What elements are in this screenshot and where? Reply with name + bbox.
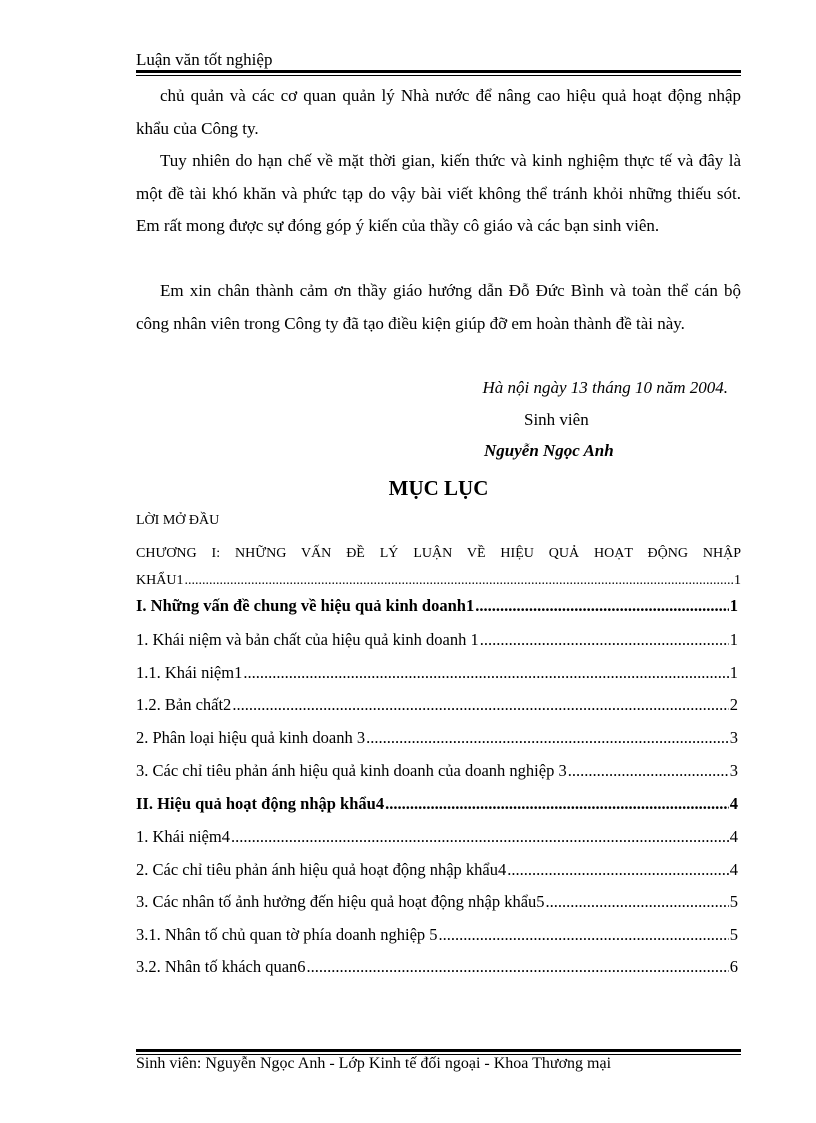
toc-dot-leader: [307, 957, 729, 977]
header-title: Luận văn tốt nghiệp: [136, 50, 273, 69]
toc-item-text: 1. Khái niệm4: [136, 827, 230, 846]
toc-item-page: 4: [729, 860, 738, 879]
toc-item[interactable]: [136, 925, 738, 945]
header-rule: [136, 70, 741, 76]
toc-item-page: 5: [729, 925, 738, 944]
toc-item-text: 2. Các chỉ tiêu phản ánh hiệu quả hoạt động nhập khẩu4: [136, 860, 507, 879]
toc-item-text: 3. Các nhân tố ảnh hưởng đến hiệu quả hoạt động nhập khẩu5: [136, 892, 545, 911]
toc-item-page: 4: [729, 827, 738, 846]
paragraph-limitations: Tuy nhiên do hạn chế về mặt thời gian, kiến thức và kinh nghiệm thực tế và đây là một đề tài khó khăn và phức tạp do vậy bài viết không thể tránh khỏi những thiếu sót. Em rất mong được sự đóng góp ý kiến của thầy cô giáo và các bạn sinh viên.: [136, 151, 741, 235]
toc-item-text: 3.1. Nhân tố chủ quan tờ phía doanh nghiệp 5: [136, 925, 438, 944]
footer-text: Sinh viên: Nguyễn Ngọc Anh - Lớp Kinh tế đối ngoại - Khoa Thương mại: [136, 1055, 612, 1072]
toc-item-page: 3: [729, 728, 738, 747]
paragraph-continuation: chủ quản và các cơ quan quản lý Nhà nước để nâng cao hiệu quả hoạt động nhập khẩu của Công ty.: [136, 86, 741, 138]
toc-item[interactable]: [136, 827, 738, 847]
toc-item-text: 2. Phân loại hiệu quả kinh doanh 3: [136, 728, 366, 747]
toc-item[interactable]: [136, 630, 738, 650]
toc-item-text: II. Hiệu quả hoạt động nhập khẩu4: [136, 794, 385, 813]
toc-chapter-1[interactable]: [136, 540, 741, 594]
toc-item-page: 1: [729, 663, 738, 682]
toc-item-page: 1: [729, 596, 738, 615]
toc-dot-leader: [366, 728, 729, 748]
toc-item[interactable]: [136, 596, 738, 616]
toc-dot-leader: [546, 892, 729, 912]
toc-chapter-1-title-cont: KHẨU1: [136, 573, 184, 588]
toc-item-text: 3.2. Nhân tố khách quan6: [136, 957, 306, 976]
toc-item[interactable]: [136, 663, 738, 683]
paragraph-thanks: Em xin chân thành cảm ơn thầy giáo hướng dẫn Đỗ Đức Bình và toàn thể cán bộ công nhân viên trong Công ty đã tạo điều kiện giúp đỡ em hoàn thành đề tài này.: [136, 281, 741, 333]
toc-item-page: 4: [729, 794, 738, 813]
toc-item-page: 3: [729, 761, 738, 780]
toc-item-text: 3. Các chỉ tiêu phản ánh hiệu quả kinh doanh của doanh nghiệp 3: [136, 761, 567, 780]
toc-item[interactable]: [136, 860, 738, 880]
toc-item-text: 1.2. Bản chất2: [136, 695, 232, 714]
toc-intro: LỜI MỞ ĐẦU: [136, 513, 220, 528]
toc-dot-leader: [243, 663, 728, 683]
toc-dot-leader: [480, 630, 729, 650]
toc-dot-leader: [507, 860, 729, 880]
toc-dot-leader: [439, 925, 729, 945]
toc-item-page: 2: [729, 695, 738, 714]
signature-date: Hà nội ngày 13 tháng 10 năm 2004.: [482, 378, 728, 397]
toc-item-text: 1. Khái niệm và bản chất của hiệu quả kinh doanh 1: [136, 630, 479, 649]
toc-dot-leader: [184, 567, 733, 594]
toc-item-text: 1.1. Khái niệm1: [136, 663, 243, 682]
toc-item[interactable]: [136, 761, 738, 781]
toc-title: MỤC LỤC: [388, 476, 489, 500]
toc-item-page: 5: [729, 892, 738, 911]
toc-dot-leader: [231, 827, 729, 847]
toc-item[interactable]: [136, 892, 738, 912]
toc-item-text: I. Những vấn đề chung về hiệu quả kinh doanh1: [136, 596, 475, 615]
toc-item-page: 1: [729, 630, 738, 649]
toc-dot-leader: [475, 596, 729, 616]
toc-chapter-1-title: CHƯƠNG I: NHỮNG VẤN ĐỀ LÝ LUẬN VỀ HIỆU QUẢ HOẠT ĐỘNG NHẬP: [136, 546, 741, 561]
toc-item[interactable]: [136, 728, 738, 748]
toc-dot-leader: [385, 794, 729, 814]
toc-chapter-1-page: 1: [734, 573, 741, 588]
signature-role: Sinh viên: [524, 410, 589, 429]
toc-item[interactable]: [136, 957, 738, 977]
toc-dot-leader: [568, 761, 729, 781]
toc-item[interactable]: [136, 794, 738, 814]
toc-item[interactable]: [136, 695, 738, 715]
toc-item-page: 6: [729, 957, 738, 976]
signature-name: Nguyễn Ngọc Anh: [484, 441, 614, 460]
toc-dot-leader: [232, 695, 728, 715]
